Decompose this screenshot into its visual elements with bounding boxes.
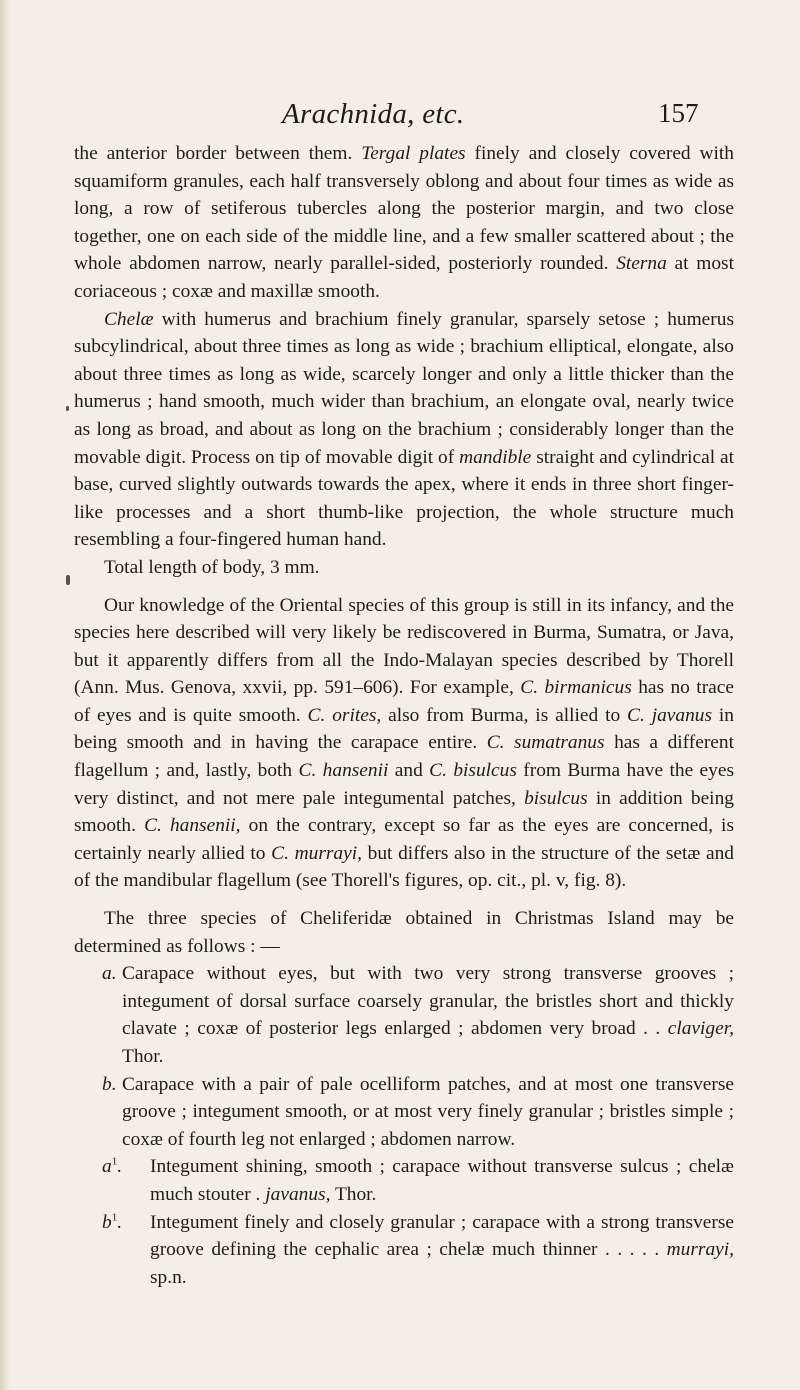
taxon-name: C. javanus: [627, 704, 713, 726]
key-entry: $a^1$. Integument shining, smooth ; carapace without transverse sulcus ; chelæ much stouter . javanus, Thor.: [122, 1153, 734, 1208]
taxon-name: C. hansenii: [298, 760, 389, 782]
key-letter: b.: [102, 1073, 117, 1095]
key-letter: $a^1$.: [102, 1155, 123, 1178]
key-intro-paragraph: The three species of Cheliferidæ obtained in Christmas Island may be determined as follows : —: [74, 908, 734, 957]
term-chelae: Chelæ: [104, 308, 154, 330]
key-taxon: javanus,: [265, 1183, 331, 1205]
term-mandible: mandible: [459, 446, 532, 468]
key-taxon: claviger,: [667, 1018, 734, 1040]
term-tergal-plates: Tergal plates: [361, 143, 466, 164]
running-head: [0, 98, 800, 138]
key-letter: a.: [102, 963, 117, 985]
identification-key: [74, 960, 734, 1291]
total-length-line: Total length of body, 3 mm.: [104, 556, 320, 578]
body-text: [74, 140, 734, 1291]
key-author: sp.n.: [150, 1266, 187, 1288]
key-entry: b. Carapace with a pair of pale ocelliform patches, and at most one transverse groove ; integument smooth, or at most very finely granular ; bristles simple ; coxæ of fourth leg not enlarged ; abdomen narrow.: [122, 1071, 734, 1154]
chelae-paragraph: Chelæ with humerus and brachium finely granular, sparsely setose ; humerus subcylindrical, about three times as long as wide ; brachium elliptical, elongate, also about three times as long as wide, scarcely longer and only a little thicker than the humerus ; hand smooth, much wider than brachium, an elongate oval, nearly twice as long as broad, and about as long on the brachium ; considerably longer than the movable digit. Process on tip of movable digit of mandible straight and cylindrical at base, curved slightly outwards towards the apex, where it ends in three short finger-like processes and a short thumb-like projection, the whole structure much resembling a four-fingered human hand.: [74, 308, 734, 551]
ink-spot: [66, 575, 70, 585]
discussion-paragraph: Our knowledge of the Oriental species of this group is still in its infancy, and the species here described will very likely be rediscovered in Burma, Sumatra, or Java, but it apparently differs from all the Indo-Malayan species described by Thorell (Ann. Mus. Genova, xxvii, pp. 591–606). For example, C. birmanicus has no trace of eyes and is quite smooth. C. orites, also from Burma, is allied to C. javanus in being smooth and in having the carapace entire. C. sumatranus has a different flagellum ; and, lastly, both C. hansenii and C. bisulcus from Burma have the eyes very distinct, and not mere pale integumental patches, bisulcus in addition being smooth. C. hansenii, on the contrary, except so far as the eyes are concerned, is certainly nearly allied to C. murrayi, but differs also in the structure of the setæ and of the mandibular flagellum (see Thorell's figures, op. cit., pl. v, fig. 8).: [74, 594, 735, 892]
taxon-name: C. orites,: [307, 704, 382, 726]
species-description-paragraph: the anterior border between them. Tergal plates finely and closely covered with squamiform granules, each half transversely oblong and about four times as wide as long, a row of setiferous tubercles along the posterior margin, and two close together, one on each side of the middle line, and a few smaller scattered about ; the whole abdomen narrow, nearly parallel-sided, posteriorly rounded. Sterna at most coriaceous ; coxæ and maxillæ smooth.: [74, 143, 734, 302]
key-author: Thor.: [122, 1046, 164, 1067]
page-gutter-shadow: [0, 0, 10, 1390]
running-title: Arachnida, etc.: [282, 98, 465, 130]
key-letter: $b^1$.: [102, 1211, 123, 1233]
taxon-name: bisulcus: [524, 787, 588, 809]
term-sterna: Sterna: [616, 253, 667, 275]
key-taxon: murrayi,: [666, 1239, 734, 1261]
page-number: 157: [658, 98, 699, 128]
key-entry: $b^1$. Integument finely and closely granular ; carapace with a strong transverse groove defining the cephalic area ; chelæ much thinner . . . . . murrayi, sp.n.: [122, 1209, 734, 1292]
key-author: Thor.: [334, 1183, 377, 1205]
taxon-name: C. murrayi,: [271, 842, 362, 864]
taxon-name: C. hansenii,: [144, 815, 241, 837]
taxon-name: C. birmanicus: [520, 677, 632, 699]
taxon-name: C. bisulcus: [429, 760, 517, 782]
key-entry: a. Carapace without eyes, but with two very strong transverse grooves ; integument of dorsal surface coarsely granular, the bristles short and thickly clavate ; coxæ of posterior legs enlarged ; abdomen very broad . . claviger, Thor.: [122, 960, 734, 1070]
ink-spot: [66, 406, 69, 411]
taxon-name: C. sumatranus: [486, 732, 605, 754]
